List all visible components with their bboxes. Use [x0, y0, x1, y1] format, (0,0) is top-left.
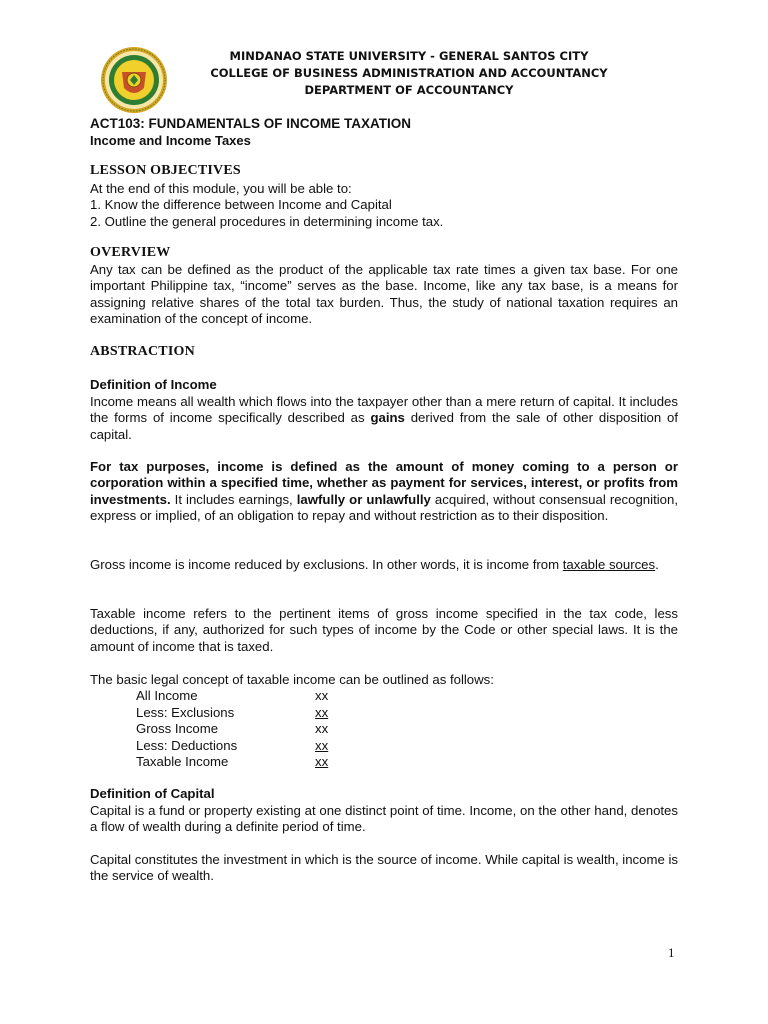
bold-term-lawfully: lawfully or unlawfully: [296, 491, 431, 507]
objective-item: 2. Outline the general procedures in determining income tax.: [90, 214, 444, 229]
outline-value: xx: [315, 754, 329, 769]
outline-label: Gross Income: [136, 721, 219, 736]
tax-purposes-paragraph: [90, 459, 678, 525]
definition-of-capital-paragraph: Capital is a fund or property existing at one distinct point of time. Income, on the other hand, denotes a flow of wealth during a definite period of time.: [90, 803, 678, 835]
bold-term-gains: gains: [370, 410, 405, 426]
course-code: ACT103: FUNDAMENTALS OF INCOME TAXATION: [90, 116, 411, 131]
outline-row: [136, 721, 396, 738]
outline-label: All Income: [136, 688, 198, 703]
text: .: [655, 557, 659, 572]
outline-label: Taxable Income: [136, 754, 229, 769]
definition-of-income-heading: Definition of Income: [90, 377, 217, 392]
text: Gross income is income reduced by exclusions. In other words, it is income from: [90, 557, 563, 572]
text: derived from the sale of other disposition of capital.: [90, 410, 678, 442]
underlined-term: taxable sources: [562, 557, 656, 572]
outline-row: [136, 688, 396, 705]
taxable-income-paragraph: Taxable income refers to the pertinent items of gross income specified in the tax code, less deductions, if any, authorized for such types of income by the Code or other special laws. It is the amount of income that is taxed.: [90, 606, 678, 654]
outline-row: [136, 705, 396, 722]
outline-row: [136, 738, 396, 755]
objectives-intro: At the end of this module, you will be able to:: [90, 181, 352, 196]
header-department: DEPARTMENT OF ACCOUNTANCY: [304, 83, 514, 97]
text: Income means all wealth which flows into the taxpayer other than a mere return of capital. It includes the forms of income specifically described as: [90, 394, 678, 426]
objective-item: 1. Know the difference between Income and Capital: [90, 197, 392, 212]
outline-value: xx: [315, 737, 329, 753]
outline-label: Less: Exclusions: [136, 704, 235, 720]
page-number: 1: [668, 945, 675, 960]
overview-paragraph: Any tax can be defined as the product of the applicable tax rate times a given tax base. For one important Philippine tax, “income” serves as the base. Income, like any tax base, is a means for assigning relative shares of the total tax burden. Thus, the study of national taxation requires an examination of the concept of income.: [90, 262, 678, 327]
definition-of-capital-heading: Definition of Capital: [90, 786, 215, 801]
outline-value: xx: [315, 704, 329, 720]
outline-label: Less: Deductions: [136, 737, 238, 753]
header-college: COLLEGE OF BUSINESS ADMINISTRATION AND ACCOUNTANCY: [210, 66, 608, 80]
abstraction-heading: ABSTRACTION: [90, 344, 195, 359]
outline-value: xx: [315, 721, 329, 736]
outline-value: xx: [315, 688, 329, 703]
overview-heading: OVERVIEW: [90, 245, 171, 260]
bold-definition: For tax purposes, income is defined as the amount of money coming to a person or corporation within a specified time, whether as payment for services, interest, or profits from investments.: [90, 459, 678, 507]
text: It includes earnings,: [170, 491, 297, 507]
gross-income-paragraph: [90, 557, 678, 573]
capital-investment-paragraph: Capital constitutes the investment in which is the source of income. While capital is wealth, income is the service of wealth.: [90, 852, 678, 884]
basic-concept-intro: The basic legal concept of taxable income can be outlined as follows:: [90, 672, 494, 687]
text: acquired, without consensual recognition, express or implied, of an obligation to repay and without restriction as to their disposition.: [90, 491, 678, 524]
header-university: MINDANAO STATE UNIVERSITY - GENERAL SANTOS CITY: [229, 49, 589, 63]
definition-of-income-paragraph: [90, 394, 678, 443]
course-subtitle: Income and Income Taxes: [90, 133, 251, 148]
lesson-objectives-heading: LESSON OBJECTIVES: [90, 163, 241, 178]
outline-row: [136, 754, 396, 771]
